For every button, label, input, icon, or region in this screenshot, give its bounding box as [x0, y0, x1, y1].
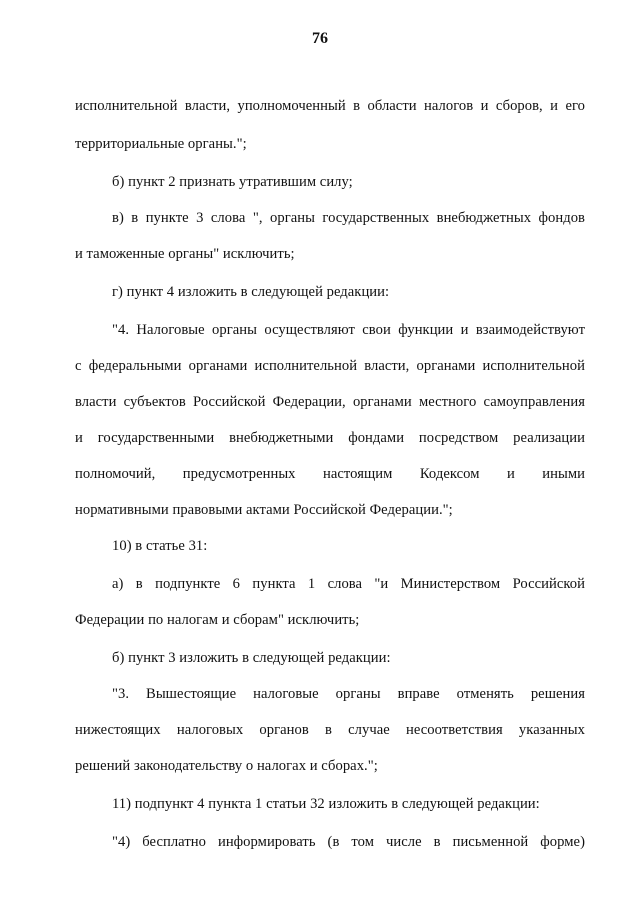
- text-line-11: полномочий, предусмотренных настоящим Кодексом и иными: [75, 466, 585, 482]
- text-line-2: территориальные органы.";: [75, 136, 247, 152]
- text-line-5: и таможенные органы" исключить;: [75, 246, 295, 262]
- text-line-21: "4) бесплатно информировать (в том числе в письменной форме): [112, 834, 585, 850]
- text-line-18: нижестоящих налоговых органов в случае несоответствия указанных: [75, 722, 585, 738]
- text-line-17: "3. Вышестоящие налоговые органы вправе отменять решения: [112, 686, 585, 702]
- text-line-19: решений законодательству о налогах и сборах.";: [75, 758, 378, 774]
- text-line-10: и государственными внебюджетными фондами посредством реализации: [75, 430, 585, 446]
- text-line-12: нормативными правовыми актами Российской Федерации.";: [75, 502, 453, 518]
- text-line-3: б) пункт 2 признать утратившим силу;: [112, 174, 353, 190]
- text-line-15: Федерации по налогам и сборам" исключить;: [75, 612, 360, 628]
- text-line-7: "4. Налоговые органы осуществляют свои функции и взаимодействуют: [112, 322, 585, 338]
- text-line-1: исполнительной власти, уполномоченный в области налогов и сборов, и его: [75, 98, 585, 114]
- text-line-8: с федеральными органами исполнительной власти, органами исполнительной: [75, 358, 585, 374]
- page-number: 76: [312, 30, 328, 47]
- text-line-9: власти субъектов Российской Федерации, органами местного самоуправления: [75, 394, 585, 410]
- text-line-14: а) в подпункте 6 пункта 1 слова "и Министерством Российской: [112, 576, 585, 592]
- text-line-13: 10) в статье 31:: [112, 538, 208, 554]
- text-line-4: в) в пункте 3 слова ", органы государственных внебюджетных фондов: [112, 210, 585, 226]
- text-line-20: 11) подпункт 4 пункта 1 статьи 32 изложить в следующей редакции:: [112, 796, 540, 812]
- text-line-16: б) пункт 3 изложить в следующей редакции:: [112, 650, 391, 666]
- text-line-6: г) пункт 4 изложить в следующей редакции:: [112, 284, 390, 300]
